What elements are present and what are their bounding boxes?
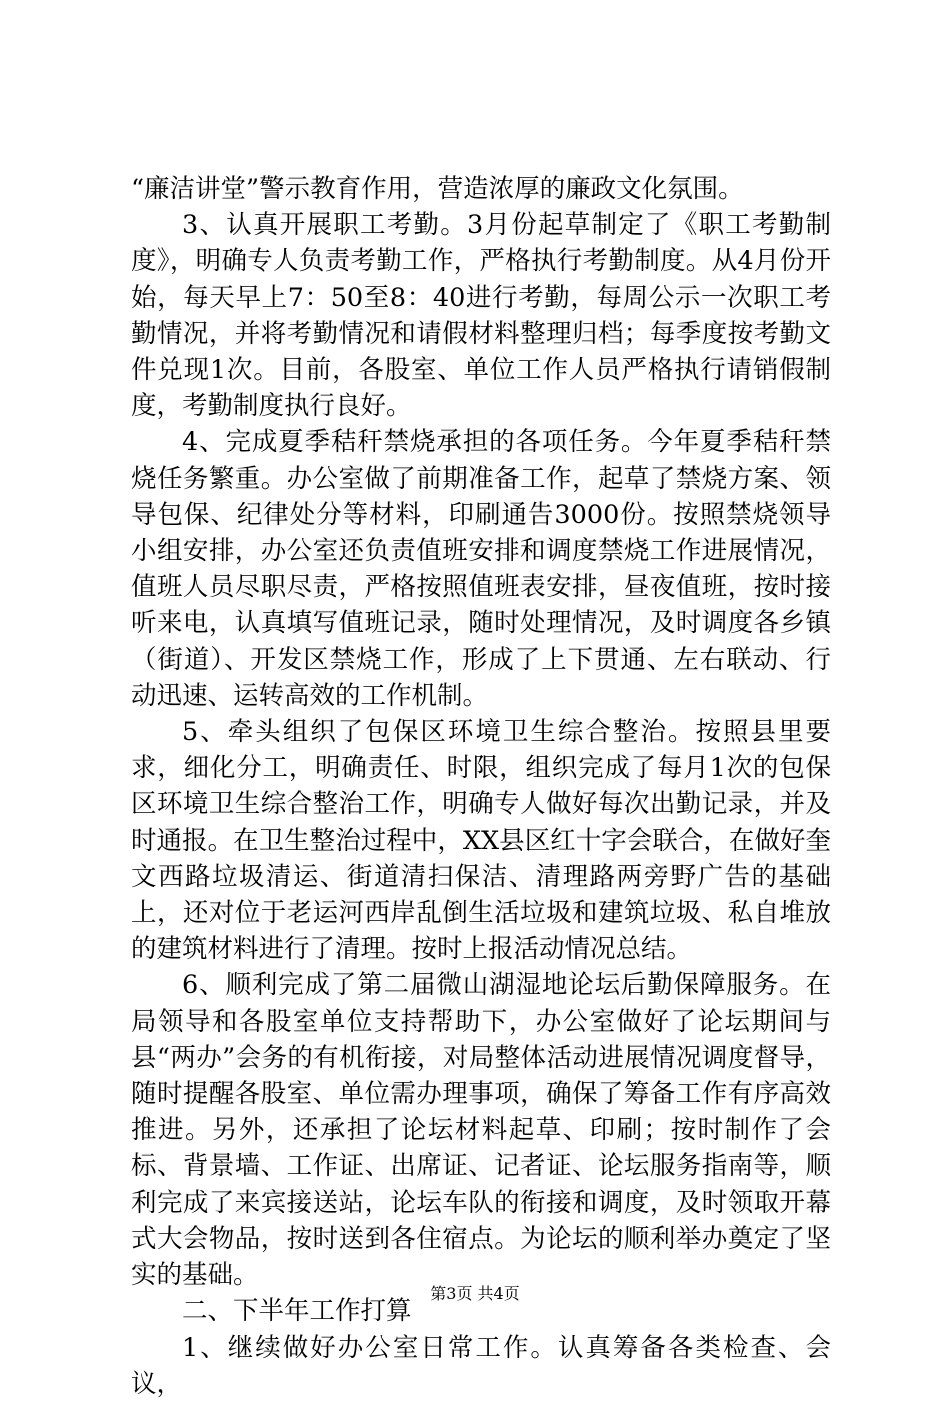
paragraph-straw-burning: 4、完成夏季秸秆禁烧承担的各项任务。今年夏季秸秆禁烧任务繁重。办公室做了前期准备工作，起草了禁烧方案、领导包保、纪律处分等材料，印刷通告3000份。按照禁烧领导小组安排，办公室还负责值班安排和调度禁烧工作进展情况，值班人员尽职尽责，严格按照值班表安排，昼夜值班，按时接听来电，认真填写值班记录，随时处理情况，及时调度各乡镇（街道）、开发区禁烧工作，形成了上下贯通、左右联动、行动迅速、运转高效的工作机制。 [131,427,831,711]
page-footer: 第3页 共4页 [430,1284,520,1303]
paragraph-sanitation: 5、牵头组织了包保区环境卫生综合整治。按照县里要求，细化分工，明确责任、时限，组织完成了每月1次的包保区环境卫生综合整治工作，明确专人做好每次出勤记录，并及时通报。在卫生整治过程中，XX县区红十字会联合，在做好奎文西路垃圾清运、街道清扫保洁、清理路两旁野广告的基础上，还对位于老运河西岸乱倒生活垃圾和建筑垃圾、私自堆放的建筑材料进行了清理。按时上报活动情况总结。 [131,717,831,965]
paragraph-daily-work: 1、继续做好办公室日常工作。认真筹备各类检查、会议， [131,1332,831,1399]
paragraph-continuation: “廉洁讲堂”警示教育作用，营造浓厚的廉政文化氛围。 [131,174,744,204]
paragraph-forum-logistics: 6、顺利完成了第二届微山湖湿地论坛后勤保障服务。在局领导和各股室单位支持帮助下，办公室做好了论坛期间与县“两办”会务的有机衔接，对局整体活动进展情况调度督导，随时提醒各股室、单位需办理事项，确保了筹备工作有序高效推进。另外，还承担了论坛材料起草、印刷；按时制作了会标、背景墙、工作证、出席证、记者证、论坛服务指南等，顺利完成了来宾接送站，论坛车队的衔接和调度，及时领取开幕式大会物品，按时送到各住宿点。为论坛的顺利举办奠定了坚实的基础。 [131,970,831,1291]
paragraph-attendance: 3、认真开展职工考勤。3月份起草制定了《职工考勤制度》，明确专人负责考勤工作，严格执行考勤制度。从4月份开始，每天早上7：50至8：40进行考勤，每周公示一次职工考勤情况，并将考勤情况和请假材料整理归档；每季度按考勤文件兑现1次。目前，各股室、单位工作人员严格执行请销假制度，考勤制度执行良好。 [131,210,831,422]
document-body [131,171,831,1402]
section-heading: 二、下半年工作打算 [182,1296,412,1327]
